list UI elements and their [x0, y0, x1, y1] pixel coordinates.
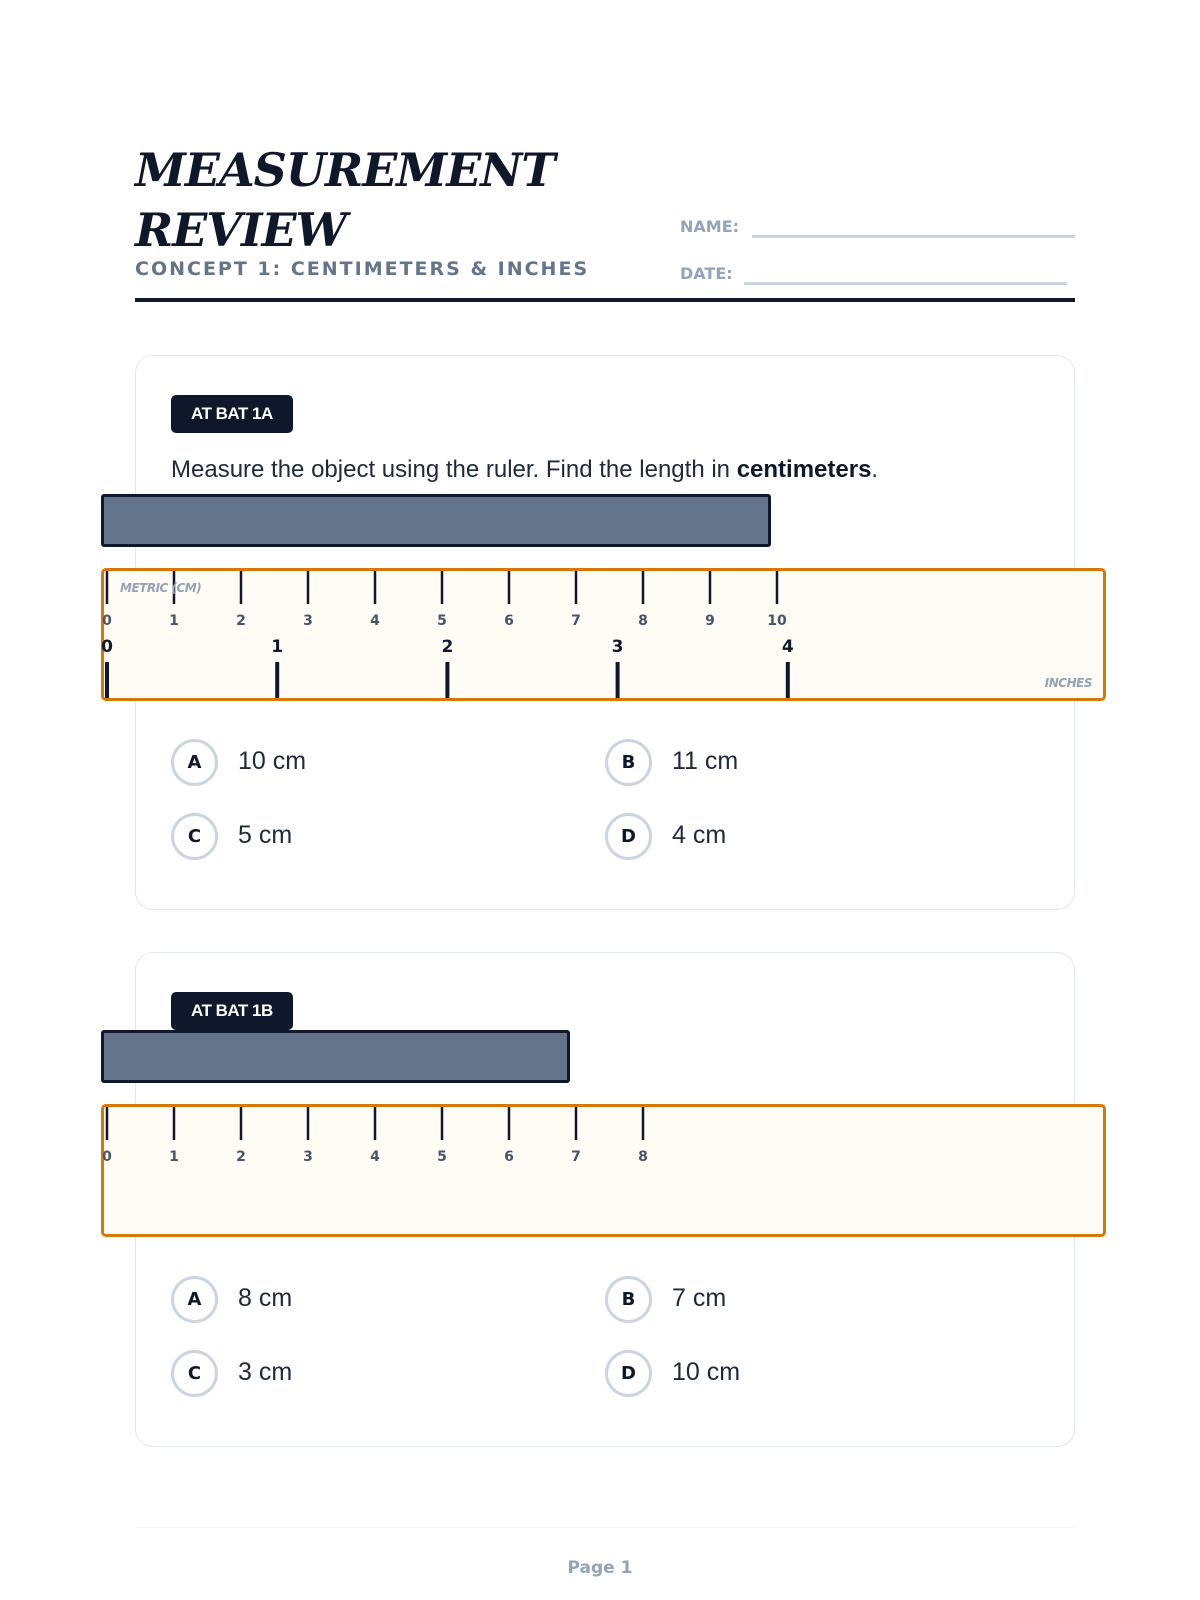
- choice-letter[interactable]: C: [171, 1350, 218, 1397]
- choice-letter[interactable]: D: [605, 813, 652, 860]
- choice-text: 10 cm: [238, 747, 307, 775]
- choice-letter[interactable]: D: [605, 1350, 652, 1397]
- choice-letter[interactable]: A: [171, 1276, 218, 1323]
- cm-tick-label: 10: [767, 613, 787, 629]
- choice-b[interactable]: [605, 739, 1025, 787]
- cm-tick-label: 1: [169, 613, 179, 629]
- metric-label: METRIC (CM): [120, 581, 202, 595]
- page-subtitle: CONCEPT 1: CENTIMETERS & INCHES: [135, 258, 590, 280]
- page-title: [135, 140, 1075, 260]
- question-prompt: [171, 456, 878, 484]
- choice-text: 4 cm: [672, 821, 727, 849]
- cm-tick-label: 2: [236, 613, 246, 629]
- footer-divider: [135, 1527, 1075, 1528]
- choice-b[interactable]: [605, 1276, 1025, 1324]
- cm-tick-label: 7: [571, 1149, 581, 1165]
- prompt-end: .: [871, 456, 879, 483]
- choice-text: 11 cm: [672, 747, 739, 775]
- question-badge: AT BAT 1B: [171, 992, 293, 1030]
- cm-tick-label: 6: [504, 613, 514, 629]
- ruler-metric: [101, 1104, 1106, 1237]
- choice-c[interactable]: [171, 813, 591, 861]
- choice-text: 10 cm: [672, 1358, 741, 1386]
- question-badge: AT BAT 1A: [171, 395, 293, 433]
- page-number: Page 1: [567, 1558, 633, 1578]
- ruler-dual: [101, 568, 1106, 701]
- date-field[interactable]: [680, 255, 1075, 285]
- choice-letter[interactable]: B: [605, 739, 652, 786]
- cm-tick-label: 4: [370, 613, 380, 629]
- prompt-text: Measure the object using the ruler. Find the length in: [171, 456, 737, 483]
- choice-d[interactable]: [605, 1350, 1025, 1398]
- cm-tick-label: 0: [102, 613, 112, 629]
- choice-letter[interactable]: C: [171, 813, 218, 860]
- choice-letter[interactable]: A: [171, 739, 218, 786]
- cm-tick-label: 7: [571, 613, 581, 629]
- name-label: NAME:: [680, 217, 740, 236]
- choice-text: 3 cm: [238, 1358, 293, 1386]
- cm-tick-label: 1: [169, 1149, 179, 1165]
- cm-tick-label: 8: [638, 613, 648, 629]
- cm-tick-label: 5: [437, 613, 447, 629]
- measured-object: [101, 494, 771, 547]
- date-label: DATE:: [680, 264, 733, 283]
- cm-tick-label: 6: [504, 1149, 514, 1165]
- inch-tick-label: 4: [781, 637, 794, 657]
- cm-tick-label: 4: [370, 1149, 380, 1165]
- inch-tick-label: 2: [441, 637, 454, 657]
- cm-tick-label: 9: [705, 613, 715, 629]
- ruler-scale: [104, 1107, 1103, 1234]
- choice-text: 8 cm: [238, 1284, 293, 1312]
- cm-tick-label: 2: [236, 1149, 246, 1165]
- worksheet-header: [135, 140, 1075, 302]
- prompt-unit: centimeters: [736, 456, 872, 483]
- cm-tick-label: 3: [303, 1149, 313, 1165]
- choice-d[interactable]: [605, 813, 1025, 861]
- title-line-1: MEASUREMENT: [135, 143, 555, 197]
- inch-label: INCHES: [1044, 676, 1092, 690]
- choice-text: 7 cm: [672, 1284, 727, 1312]
- measured-object: [101, 1030, 570, 1083]
- choice-a[interactable]: [171, 1276, 591, 1324]
- choice-text: 5 cm: [238, 821, 293, 849]
- cm-tick-label: 8: [638, 1149, 648, 1165]
- choice-a[interactable]: [171, 739, 591, 787]
- inch-tick-label: 0: [101, 637, 113, 657]
- name-field[interactable]: [680, 208, 1075, 238]
- cm-tick-label: 0: [102, 1149, 112, 1165]
- choice-letter[interactable]: B: [605, 1276, 652, 1323]
- date-line[interactable]: [744, 282, 1067, 285]
- inch-tick-label: 1: [271, 637, 284, 657]
- inch-tick-label: 3: [611, 637, 624, 657]
- name-line[interactable]: [752, 235, 1075, 238]
- ruler-scale: [101, 571, 1103, 698]
- choice-c[interactable]: [171, 1350, 591, 1398]
- title-line-2: REVIEW: [135, 203, 347, 257]
- cm-tick-label: 3: [303, 613, 313, 629]
- cm-tick-label: 5: [437, 1149, 447, 1165]
